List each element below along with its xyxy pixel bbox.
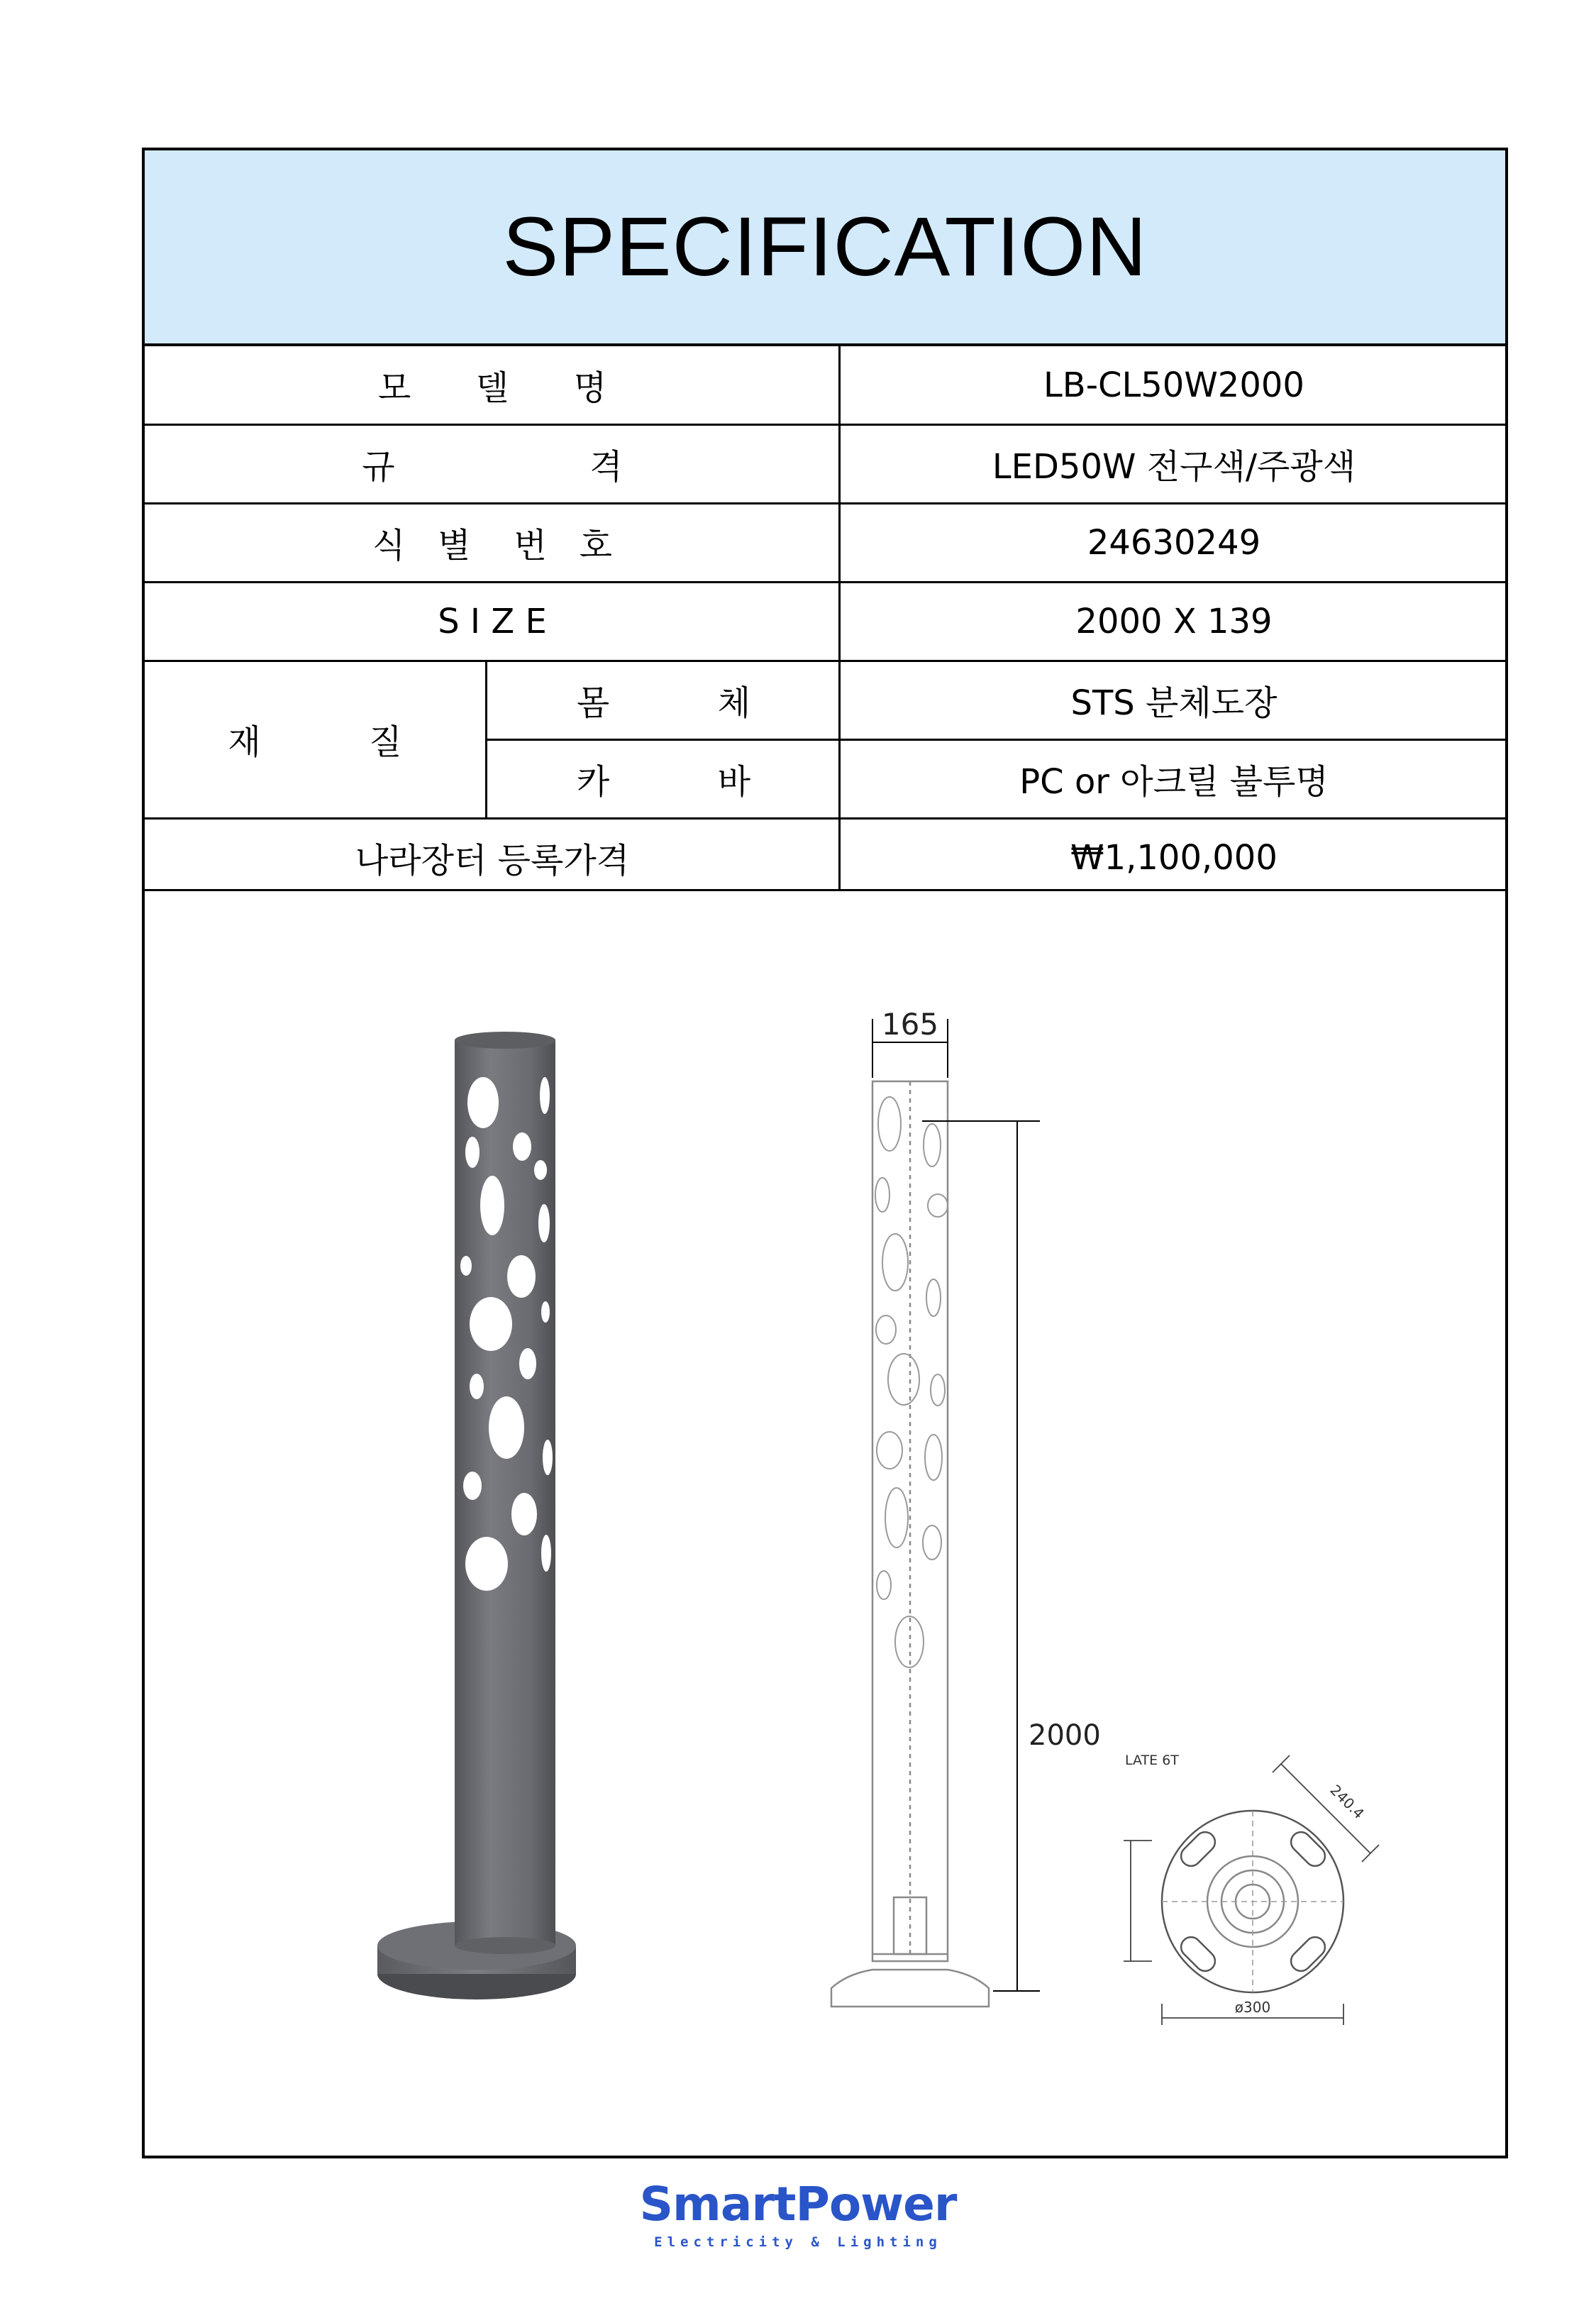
label-spec: 규 격 — [362, 447, 623, 487]
value-price: ₩1,100,000 — [1070, 837, 1278, 878]
product-illustration — [145, 890, 1505, 2158]
label-id: 식 별 번 호 — [372, 526, 613, 566]
width-dimension: 165 — [881, 1007, 939, 1042]
brand-name: SmartPower — [639, 2177, 957, 2231]
bollard-render — [377, 1032, 576, 1999]
diagonal-dimension: 240.4 — [1326, 1781, 1368, 1823]
product-drawing-area — [145, 890, 1505, 2158]
col-divider-main — [838, 346, 841, 890]
label-size: S I Z E — [438, 601, 547, 641]
height-dimension: 2000 — [1029, 1719, 1101, 1752]
elevation-drawing — [831, 1019, 1040, 2007]
value-spec: LED50W 전구색/주광색 — [992, 447, 1356, 487]
brand-tagline: Electricity & Lighting — [654, 2234, 942, 2250]
label-body: 몸 체 — [576, 683, 751, 723]
value-body: STS 분체도장 — [1070, 683, 1278, 723]
value-cover: PC or 아크릴 불투명 — [1019, 762, 1329, 802]
label-price: 나라장터 등록가격 — [355, 841, 630, 881]
value-id: 24630249 — [1087, 522, 1261, 563]
value-model: LB-CL50W2000 — [1043, 365, 1304, 405]
label-model: 모 델 명 — [377, 368, 607, 408]
label-material: 재 질 — [228, 722, 402, 762]
brand-logo — [0, 2177, 1596, 2250]
col-divider — [485, 661, 487, 817]
base-diameter-dimension: ø300 — [1234, 1999, 1271, 2016]
value-size: 2000 X 139 — [1075, 601, 1273, 641]
plate-label: LATE 6T — [1125, 1753, 1179, 1768]
label-cover: 카 바 — [576, 762, 751, 802]
title-banner — [145, 150, 1505, 346]
page-title: SPECIFICATION — [502, 200, 1148, 294]
spec-sheet — [142, 148, 1508, 2158]
